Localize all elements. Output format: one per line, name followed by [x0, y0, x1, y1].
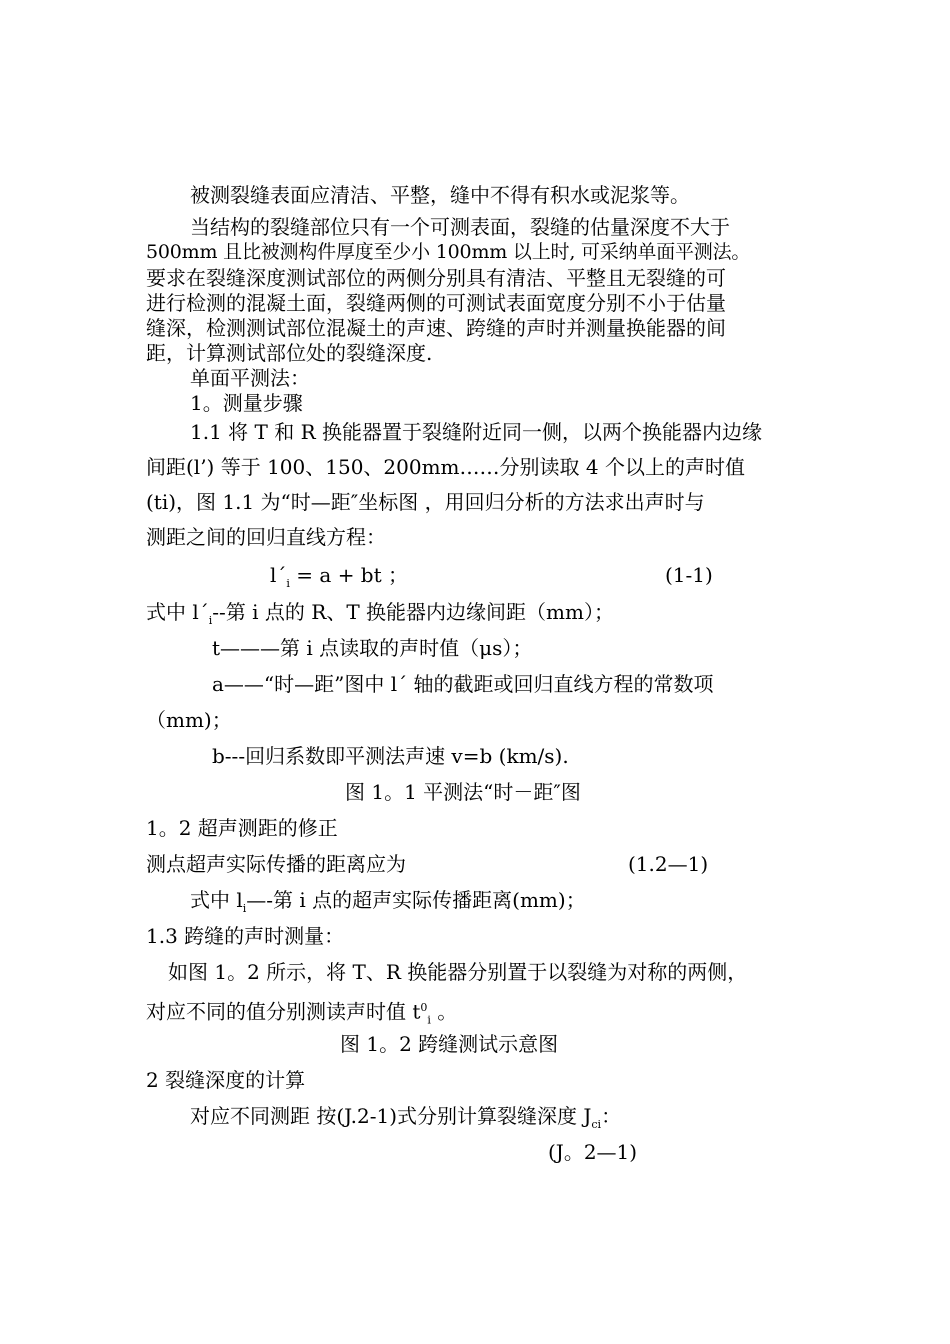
figure-1-2-caption: 图 1。2 跨缝测试示意图 [340, 1032, 559, 1056]
definition-a-line-2: （mm)； [146, 708, 232, 732]
equation-1-1 [270, 563, 408, 596]
definition-t: t———第 i 点读取的声时值（μs）； [212, 636, 533, 660]
where-clause-l: 式中 $l´_i--$第 i 点的 R、T 换能器内边缘间距（mm）； [146, 600, 614, 627]
section-2-title: 2 裂缝深度的计算 [146, 1068, 306, 1092]
equation-j-2-number: (J。2—1) [548, 1140, 638, 1164]
paragraph-single-surface-line-1: 当结构的裂缝部位只有一个可测表面，裂缝的估量深度不大于 [190, 215, 730, 239]
paragraph-single-surface-line-4: 进行检测的混凝土面，裂缝两侧的可测试表面宽度分别不小于估量 [146, 291, 726, 315]
section-2-text: 对应不同测距 按(J.2-1)式分别计算裂缝深度 $J_{ci}$： [190, 1104, 622, 1131]
paragraph-single-surface-line-2: 500mm 且比被测构件厚度至少小 100mm 以上时, 可采纳单面平测法。 [146, 241, 751, 263]
definition-b: b---回归系数即平测法声速 v=b (km/s). [212, 744, 569, 768]
method-title: 单面平测法： [190, 366, 310, 390]
section-1-3-title: 1.3 跨缝的声时测量： [146, 924, 345, 948]
step-1-1-line-4: 测距之间的回归直线方程： [146, 525, 386, 549]
section-1-3-line-2: 对应不同的值分别测读声时值 $t^0_i$ 。 [146, 999, 458, 1027]
step-1-1-line-1: 1.1 将 T 和 R 换能器置于裂缝附近同一侧，以两个换能器内边缘 [190, 420, 762, 444]
figure-1-1-caption: 图 1。1 平测法“时－距″图 [345, 780, 581, 804]
section-1-2-title: 1。2 超声测距的修正 [146, 816, 338, 840]
equation-subscript: i [286, 577, 290, 590]
step-1-1-line-3: (ti)，图 1.1 为“时—距″坐标图 ，用回归分析的方法求出声时与 [146, 490, 705, 514]
equation-lhs: l´ [270, 563, 287, 587]
paragraph-surface-clean: 被测裂缝表面应清洁、平整，缝中不得有积水或泥浆等。 [190, 183, 690, 207]
step-1-1-line-2: 间距(l’) 等于 100、150、200mm……分别读取 4 个以上的声时值 [146, 455, 745, 479]
section-1-2-where: 式中 $l_i—-$第 i 点的超声实际传播距离(mm)； [190, 888, 586, 915]
equation-1-1-number: (1-1) [665, 563, 713, 587]
paragraph-single-surface-line-5: 缝深，检测测试部位混凝土的声速、跨缝的声时并测量换能器的间 [146, 316, 726, 340]
section-1-3-line-1: 如图 1。2 所示，将 T、R 换能器分别置于以裂缝为对称的两侧， [168, 960, 748, 984]
section-1-2-text: 测点超声实际传播的距离应为 [146, 852, 406, 876]
equation-1-2-number: (1.2—1) [628, 852, 709, 876]
paragraph-single-surface-line-3: 要求在裂缝深度测试部位的两侧分别具有清洁、平整且无裂缝的可 [146, 266, 726, 290]
equation-rhs: = a + bt ； [289, 563, 409, 587]
paragraph-single-surface-line-6: 距，计算测试部位处的裂缝深度. [146, 341, 433, 365]
definition-a-line-1: a——“时—距”图中 l´ 轴的截距或回归直线方程的常数项 [212, 672, 714, 696]
step-1-title: 1。测量步骤 [190, 391, 303, 415]
